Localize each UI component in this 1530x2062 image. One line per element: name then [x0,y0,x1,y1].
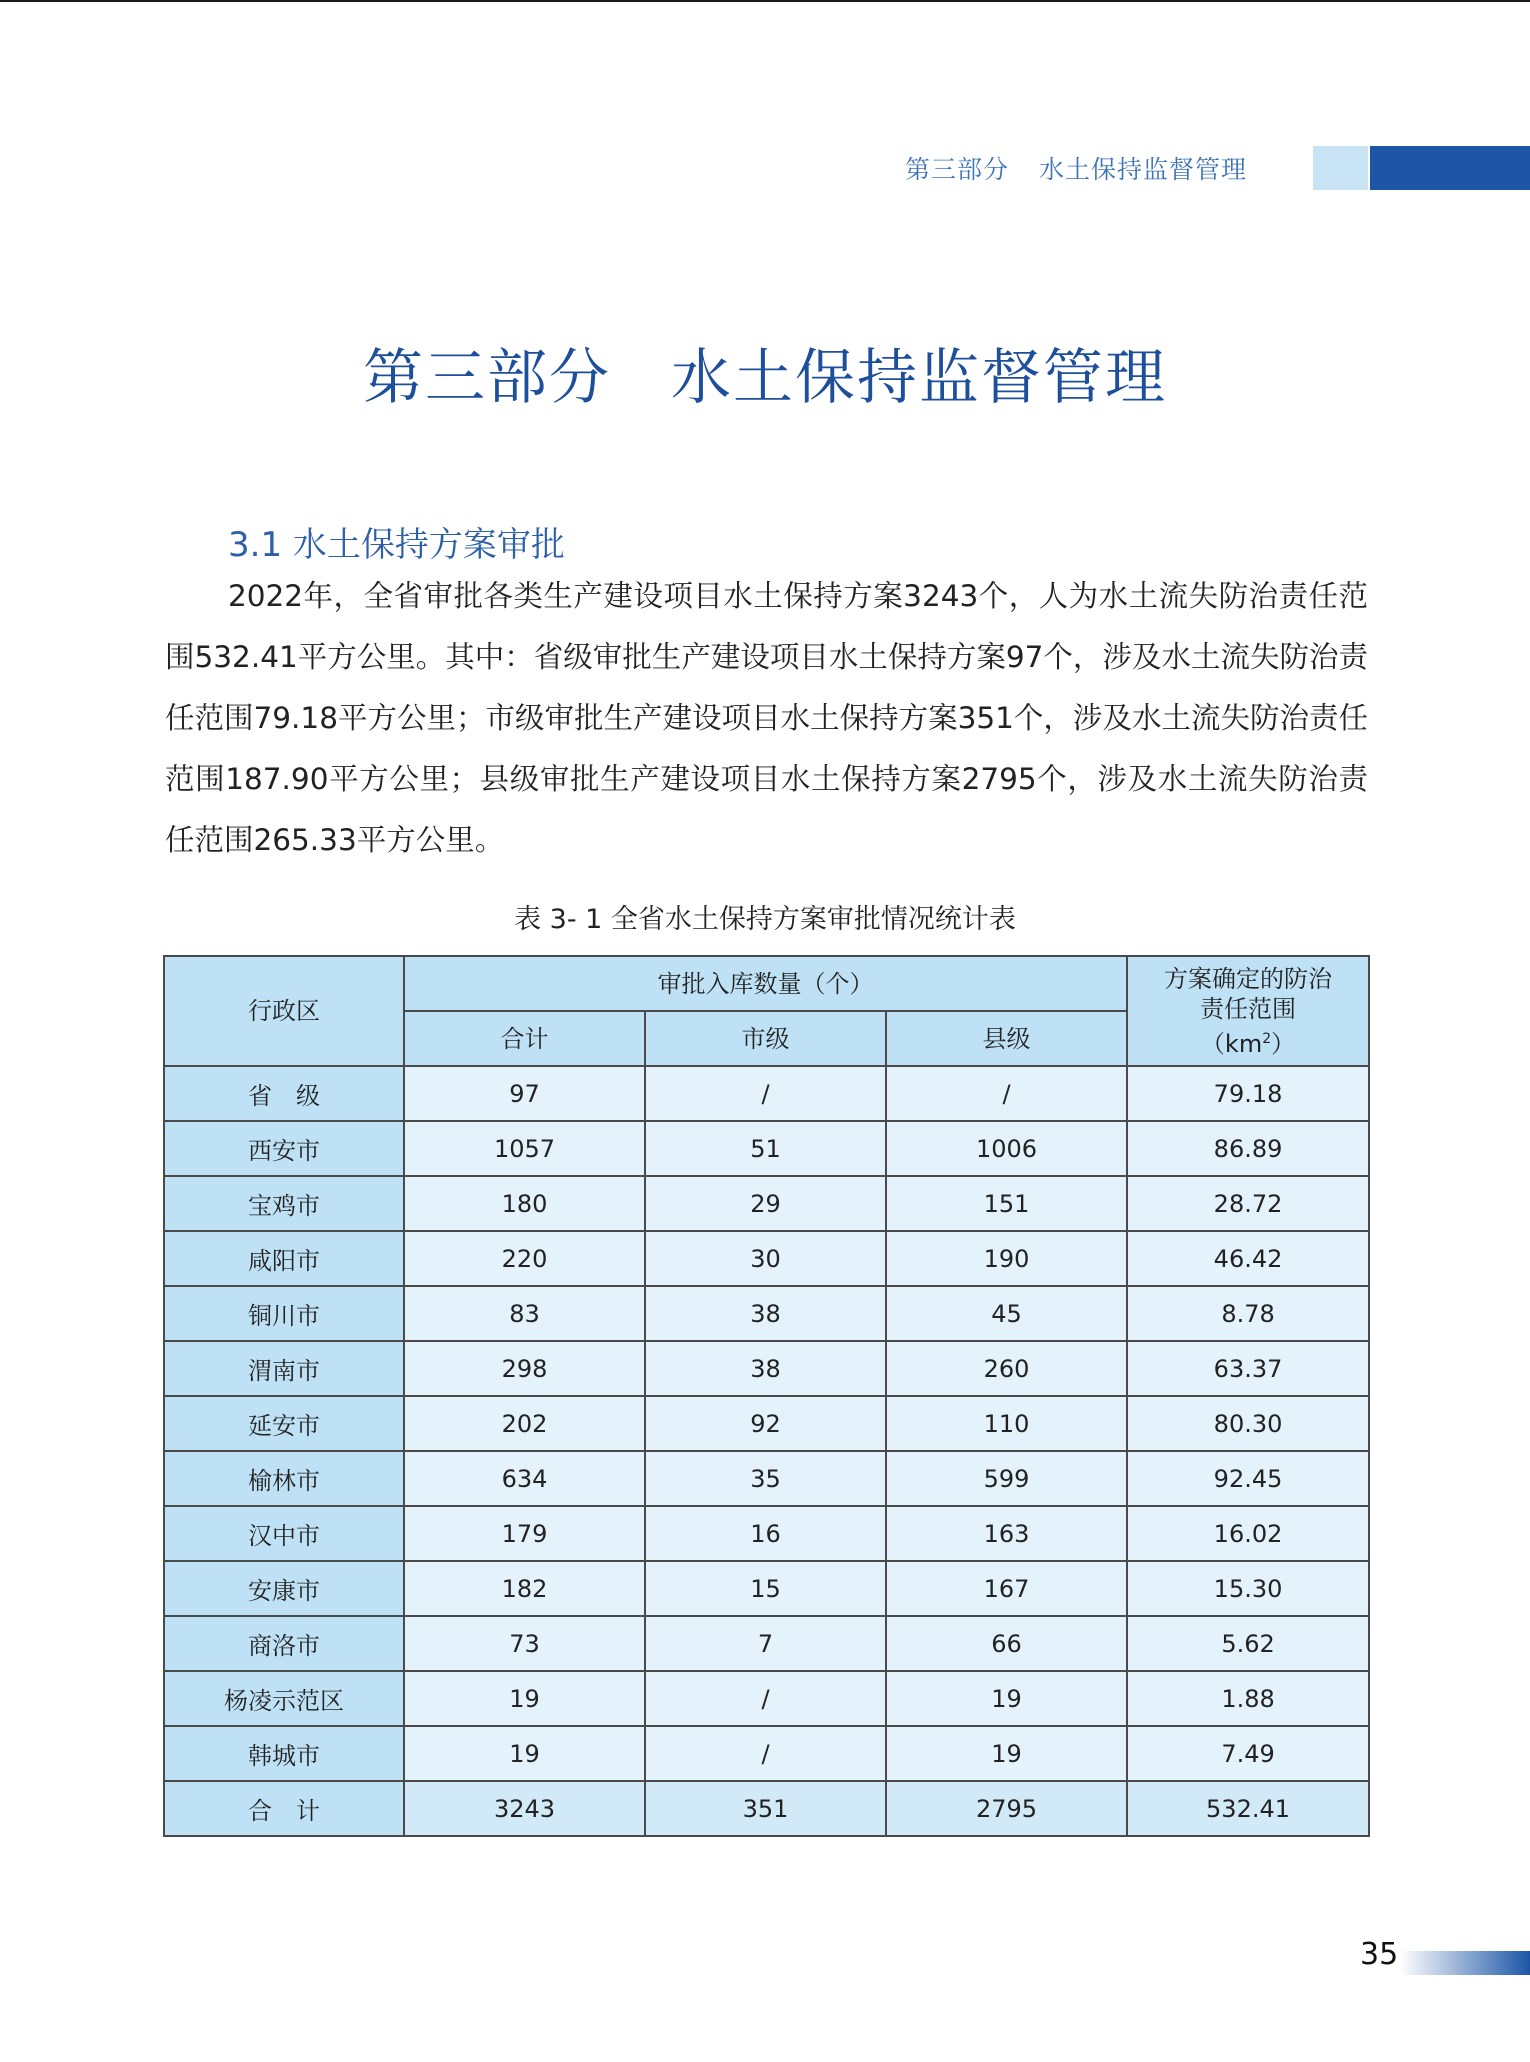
table-row [164,1066,1369,1121]
cell-region: 渭南市 [164,1341,404,1396]
cell-region: 韩城市 [164,1726,404,1781]
cell-city: 351 [645,1781,886,1836]
cell-area: 15.30 [1127,1561,1369,1616]
cell-area: 86.89 [1127,1121,1369,1176]
cell-region: 汉中市 [164,1506,404,1561]
cell-area: 46.42 [1127,1231,1369,1286]
cell-area: 80.30 [1127,1396,1369,1451]
header-area-line2: 责任范围 [1200,994,1297,1023]
cell-total: 97 [404,1066,645,1121]
table-caption: 表 3- 1 全省水土保持方案审批情况统计表 [514,904,1016,935]
header-accent-dark [1370,146,1530,190]
running-header-text [905,150,1247,186]
table-row [164,1726,1369,1781]
header-county-level: 县级 [886,1011,1127,1066]
cell-total: 83 [404,1286,645,1341]
table-row [164,1286,1369,1341]
cell-total: 634 [404,1451,645,1506]
table-header-row [164,956,1369,1011]
cell-county: 2795 [886,1781,1127,1836]
table-row [164,1671,1369,1726]
cell-county: 66 [886,1616,1127,1671]
cell-county: / [886,1066,1127,1121]
cell-area: 532.41 [1127,1781,1369,1836]
cell-total: 220 [404,1231,645,1286]
cell-total: 179 [404,1506,645,1561]
cell-region: 省 级 [164,1066,404,1121]
table-row [164,1341,1369,1396]
cell-city: 15 [645,1561,886,1616]
cell-region: 商洛市 [164,1616,404,1671]
cell-city: 38 [645,1341,886,1396]
cell-county: 151 [886,1176,1127,1231]
cell-county: 260 [886,1341,1127,1396]
cell-county: 163 [886,1506,1127,1561]
header-city-level: 市级 [645,1011,886,1066]
cell-region: 铜川市 [164,1286,404,1341]
running-header [905,146,1247,190]
table-row [164,1451,1369,1506]
top-rule [0,0,1530,2]
cell-area: 7.49 [1127,1726,1369,1781]
cell-total: 202 [404,1396,645,1451]
cell-total: 3243 [404,1781,645,1836]
header-area-unit [1128,1024,1368,1059]
table-row [164,1616,1369,1671]
cell-total: 19 [404,1671,645,1726]
section-heading: 3.1 水土保持方案审批 [228,525,565,565]
cell-city: / [645,1726,886,1781]
cell-region: 延安市 [164,1396,404,1451]
cell-county: 599 [886,1451,1127,1506]
body-paragraph: 2022年，全省审批各类生产建设项目水土保持方案3243个，人为水土流失防治责任范围532.41平方公里。其中：省级审批生产建设项目水土保持方案97个，涉及水土流失防治责任范围79.18平方公里；市级审批生产建设项目水土保持方案351个，涉及水土流失防治责任范围187.90平方公里；县级审批生产建设项目水土保持方案2795个，涉及水土流失防治责任范围265.33平方公里。 [165,579,1368,857]
cell-city: 51 [645,1121,886,1176]
cell-county: 1006 [886,1121,1127,1176]
table-row [164,1121,1369,1176]
cell-county: 19 [886,1726,1127,1781]
cell-region: 合 计 [164,1781,404,1836]
cell-city: 30 [645,1231,886,1286]
cell-city: / [645,1671,886,1726]
running-header-part: 第三部分 [905,155,1010,184]
cell-region: 咸阳市 [164,1231,404,1286]
cell-region: 杨凌示范区 [164,1671,404,1726]
table-row [164,1231,1369,1286]
cell-area: 16.02 [1127,1506,1369,1561]
cell-county: 19 [886,1671,1127,1726]
cell-area: 1.88 [1127,1671,1369,1726]
cell-total: 182 [404,1561,645,1616]
area-unit-sup: 2 [1262,1030,1272,1047]
cell-county: 110 [886,1396,1127,1451]
approval-stats-table [163,955,1370,1837]
running-header-title: 水土保持监督管理 [1039,155,1248,184]
cell-region: 西安市 [164,1121,404,1176]
table-row [164,1561,1369,1616]
table-row [164,1176,1369,1231]
table-row [164,1396,1369,1451]
cell-area: 79.18 [1127,1066,1369,1121]
cell-city: 38 [645,1286,886,1341]
cell-city: / [645,1066,886,1121]
cell-total: 180 [404,1176,645,1231]
cell-city: 29 [645,1176,886,1231]
header-approved-count: 审批入库数量（个） [404,956,1127,1011]
page-number-bar [1400,1951,1530,1975]
cell-area: 28.72 [1127,1176,1369,1231]
cell-city: 92 [645,1396,886,1451]
chapter-name: 水土保持监督管理 [671,343,1167,413]
cell-area: 8.78 [1127,1286,1369,1341]
cell-county: 45 [886,1286,1127,1341]
cell-county: 190 [886,1231,1127,1286]
cell-county: 167 [886,1561,1127,1616]
cell-region: 宝鸡市 [164,1176,404,1231]
cell-area: 63.37 [1127,1341,1369,1396]
cell-area: 5.62 [1127,1616,1369,1671]
header-area [1127,956,1369,1066]
header-region: 行政区 [164,956,404,1066]
area-unit-open: （km [1200,1029,1263,1058]
header-total: 合计 [404,1011,645,1066]
chapter-part: 第三部分 [363,343,611,413]
area-unit-close: ） [1271,1029,1296,1058]
chapter-title [0,330,1530,416]
header-area-line1: 方案确定的防治 [1164,964,1333,993]
table-row [164,1781,1369,1836]
table-row [164,1506,1369,1561]
cell-total: 298 [404,1341,645,1396]
cell-total: 19 [404,1726,645,1781]
cell-city: 16 [645,1506,886,1561]
header-accent-light [1313,146,1368,190]
cell-region: 安康市 [164,1561,404,1616]
cell-city: 35 [645,1451,886,1506]
cell-city: 7 [645,1616,886,1671]
page-number: 35 [1360,1937,1399,1972]
cell-total: 73 [404,1616,645,1671]
cell-region: 榆林市 [164,1451,404,1506]
cell-area: 92.45 [1127,1451,1369,1506]
cell-total: 1057 [404,1121,645,1176]
